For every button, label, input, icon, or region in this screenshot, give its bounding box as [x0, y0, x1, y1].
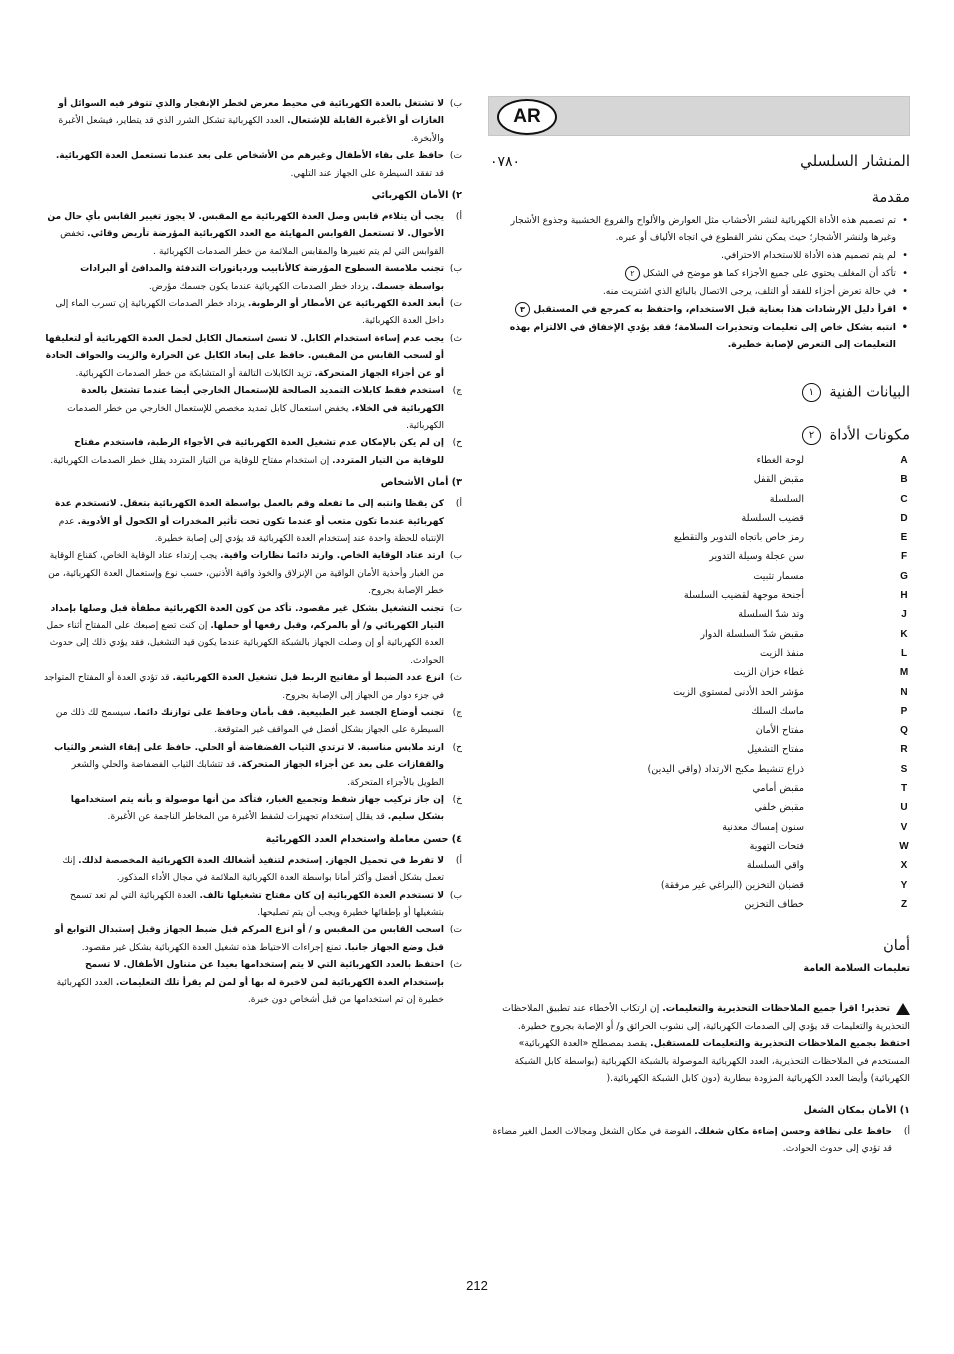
component-item [488, 490, 910, 509]
component-item [488, 528, 910, 547]
component-item [488, 721, 910, 740]
intro-bullet [488, 319, 910, 353]
component-letter: Y [900, 879, 908, 891]
component-item [488, 644, 910, 663]
component-item [488, 740, 910, 759]
item-text: تمنع إجراءات الاحتياط هذه تشغيل العدة الكهربائية بشكل غير مقصود. [81, 942, 342, 953]
language-badge: AR [497, 99, 557, 135]
item-marker: ب) [449, 890, 462, 901]
component-label: لوحة الغطاء [756, 455, 804, 466]
item-marker: ت) [449, 603, 462, 614]
item-marker: أ) [455, 212, 462, 223]
component-letter: W [899, 840, 909, 852]
component-letter: P [900, 705, 908, 717]
component-letter: F [900, 551, 908, 563]
figure-ref: ٢ [802, 426, 821, 445]
safety-item [44, 670, 462, 705]
item-text: قد تتشابك الثياب الفضفاضة والحلي والشعر الطويل بالأجزاء المتحركة. [71, 760, 444, 788]
component-letter: T [900, 783, 908, 795]
intro-bullet [488, 212, 910, 246]
item-bold: تجنب التشغيل بشكل غير مقصود. تأكد من كون العدة الكهربائية مطفأة قبل وصلها بإمداد التيار الكهربائي و/ أو بالمركم، وقبل رفعها أو حملها. [50, 603, 444, 631]
safety-item [44, 957, 462, 1009]
component-label: مسمار تثبيت [753, 570, 804, 582]
component-letter: S [900, 763, 908, 775]
intro-bullet-text: تم تصميم هذه الأداة الكهربائية لنشر الأخشاب مثل العوارض والألواح والفروع الخشبية وجذوع الأشجار وغيرها ولنشر الأشجار؛ حيث يمكن نشر القطوع في اتجاه الألياف أو عبره. [510, 215, 896, 243]
component-item [488, 586, 910, 605]
item-bold: انزع عدد الضبط أو مفاتيح الربط قبل تشغيل العدة الكهربائية. [172, 673, 444, 684]
component-item [488, 798, 910, 817]
intro-heading: مقدمة [871, 190, 910, 206]
component-item [488, 683, 910, 702]
safety-item [44, 148, 462, 183]
intro-bullet-text: انتبه بشكل خاص إلى تعليمات وتحذيرات السلامة؛ فقد يؤدي الإخفاق في الالتزام بهذه التعليمات إلى التعرض لإصابة خطيرة. [509, 322, 896, 350]
title-row [488, 150, 910, 178]
warning-text: إن ارتكاب الأخطاء عند تطبيق الملاحظات التحذيرية والتعليمات قد يؤدي إلى الصدمات الكهربائية، إلى نشوب الحرائق و/ أو الإصابة بجروح خطيرة. [502, 1003, 910, 1032]
component-letter: V [900, 821, 908, 833]
figure-ref: ٣ [515, 302, 530, 317]
safety-item [44, 888, 462, 923]
safety-item [44, 209, 462, 261]
section-heading: ٤) حسن معاملة واستخدام العدد الكهربائية [265, 833, 462, 845]
component-label: واقي السلسلة [746, 860, 804, 872]
item-marker: ث) [449, 960, 462, 971]
component-label: منفذ الزيت [760, 647, 804, 659]
safety-item [44, 296, 462, 331]
safety-item [44, 383, 462, 435]
item-text: تخفض القوابس التي لم يتم تغييرها والمقابس الملائمة من خطر الصدمات الكهربائية . [60, 229, 444, 257]
item-text: العدد الكهربائية تشكل الشرر الذي قد يتطاير، فيشعل الأغبرة والأبخرة. [58, 116, 444, 144]
component-letter: M [899, 667, 909, 679]
work-area-list [488, 1124, 910, 1159]
component-item [488, 451, 910, 470]
component-letter: G [900, 570, 908, 582]
component-letter: D [900, 512, 908, 524]
item-text: العدد الكهربائية خطيرة إن تم استخدامها من قبل أشخاص دون خبرة. [56, 977, 444, 1006]
item-bold: حافظ على بقاء الأطفال وغيرهم من الأشخاص على بعد عندما تستعمل العدة الكهربائية. [55, 151, 444, 162]
item-marker: ج) [452, 708, 462, 718]
component-letter: E [900, 532, 908, 544]
item-marker: ح) [452, 438, 462, 449]
component-label: مقبض أمامي [752, 783, 804, 795]
warning-triangle-icon [896, 1003, 910, 1015]
component-item [488, 567, 910, 586]
component-item [488, 856, 910, 875]
component-letter: B [900, 474, 908, 486]
safety-item [44, 331, 462, 383]
item-text: يزداد خطر الصدمات الكهربائية عندما يكون جسمك مؤرض. [148, 281, 369, 292]
component-letter: H [900, 590, 908, 602]
item-marker: ب) [449, 264, 462, 275]
item-marker: ج) [452, 386, 462, 397]
item-text: إن كنت تضع إصبعك على المفتاح أثناء حمل العدة الكهربائية أو إن وصلت الجهاز بالشبكة الكهربائية عندما يكون قيد التشغيل، فقد يؤدي ذلك إلى حدوث الحوادث. [46, 620, 444, 666]
component-item [488, 547, 910, 566]
component-letter: A [900, 455, 908, 466]
item-bold: إن جاز تركيب جهاز شفط وتجميع الغبار، فتأكد من أنها موصولة و بأنه يتم استخدامها بشكل سليم. [70, 795, 444, 823]
component-label: غطاء خزان الزيت [733, 667, 804, 679]
warning-bold-2: احتفظ بجميع الملاحظات التحذيرية والتعليمات للمستقبل. [650, 1038, 910, 1050]
safety-item [44, 496, 462, 548]
component-label: قضيب السلسلة [741, 512, 804, 524]
safety-item [44, 740, 462, 792]
component-item [488, 837, 910, 856]
safety-list [44, 496, 462, 827]
item-text: يخفض استعمال كابل تمديد مخصص للإستعمال الخارجي من خطر الصدمات الكهربائية. [67, 403, 444, 431]
component-label: سن عجلة وسيلة التدوير [709, 551, 804, 563]
work-area-heading: ١) الأمان بمكان الشغل [803, 1104, 910, 1116]
intro-bullet [488, 283, 910, 300]
item-bold: لا تفرط في تحميل الجهاز. إستخدم لتنفيذ أشغالك العدة الكهربائية المخصصة لذلك. [78, 855, 444, 866]
component-label: سنون إمساك معدنية [722, 821, 804, 833]
component-letter: Z [900, 898, 908, 910]
component-letter: K [900, 628, 908, 640]
safety-item [44, 261, 462, 296]
component-label: مفتاح التشغيل [747, 744, 804, 756]
item-text: قد تؤدي العدة أو المفتاح المتواجد في جزء دوار من الجهاز إلى الإصابة بجروح. [44, 673, 444, 701]
item-bold: تجنب أوضاع الجسد غير الطبيعية. قف بأمان وحافظ على توازنك دائما. [133, 708, 444, 718]
item-bold: حافظ على نظافة وحسن إضاءة مكان شغلك. [694, 1126, 892, 1137]
item-bold: كن يقظا وانتبه إلى ما تفعله وقم بالعمل بواسطة العدة الكهربائية بتعقل. لاتستخدم عدة كهربائية عندما تكون متعب أو عندما تكون تحت تأثير المخدرات أو الكحول أو الأدوية. [54, 499, 444, 527]
item-bold: ارتد عتاد الوقاية الخاص. وارتد دائما نظارات واقية. [220, 551, 444, 562]
item-marker: ح) [452, 742, 462, 753]
component-item [488, 760, 910, 779]
item-bold: استخدم فقط كابلات التمديد الصالحة للإستعمال الخارجي أيضا عندما تشتغل بالعدة الكهربائية في الخلاء. [81, 386, 444, 414]
component-label: خطاف التخزين [744, 898, 804, 910]
safety-list [44, 853, 462, 1010]
item-marker: ث) [449, 333, 462, 344]
item-marker: خ) [452, 795, 462, 806]
item-text: الفوضة في مكان الشغل ومجالات العمل الغير مضاءة قد تؤدي إلى حدوث الحوادث. [492, 1126, 892, 1155]
component-label: مقبض القفل [753, 474, 804, 486]
item-marker: ت) [449, 151, 462, 162]
item-bold: لا تشتغل بالعدة الكهربائية في محيط معرض لخطر الإنفجار والذي تتوفر فيه السوائل أو الغازات أو الأغبرة القابلة للإشتعال. [58, 99, 444, 127]
item-marker: أ) [903, 1126, 910, 1137]
component-letter: Q [900, 725, 908, 737]
intro-bullet-text: اقرأ دليل الإرشادات هذا بعناية قبل الاستخدام، واحتفظ به كمرجع في المستقبل [533, 304, 896, 315]
component-item [488, 663, 910, 682]
item-text: عدم الإنتباه للحظة واحدة عند إستخدام العدة الكهربائية قد يؤدي إلى إصابة خطيرة. [58, 516, 444, 544]
intro-bullet [488, 301, 910, 318]
component-item [488, 779, 910, 798]
component-label: مقبض خلفي [754, 802, 804, 814]
intro-bullet-text: تأكد أن المغلف يحتوي على جميع الأجزاء كما هو موضح في الشكل [642, 268, 896, 279]
item-bold: احتفظ بالعدد الكهربائية التي لا يتم إستخدامها بعيدا عن متناول الأطفال. لا تسمح بإستخدام العدة الكهربائية لمن لاخبرة له بها أو لمن لم يقرأ تلك التعليمات. [84, 960, 444, 988]
safety-item [44, 96, 462, 148]
tech-heading-text: البيانات الفنية [829, 384, 910, 401]
page-number: 212 [466, 1278, 488, 1293]
left-column [44, 96, 462, 1010]
component-label: فتحات التهوية [749, 840, 804, 852]
item-marker: ث) [449, 673, 462, 684]
component-label: أجنحة موجهة لقضيب السلسلة [683, 590, 804, 602]
item-text: العدة الكهربائية التي لم تعد تسمح بتشغيلها أو بإطفائها خطيرة ويجب أن يتم تصليحها. [69, 890, 444, 919]
component-label: قضبان التخزين (البراغي غير مرفقة) [660, 879, 804, 891]
component-label: وتد شدّ السلسلة [738, 609, 804, 621]
section-heading: ٢) الأمان الكهربائي [371, 190, 462, 202]
tech-heading [488, 383, 910, 402]
intro-bullet-text: لم يتم تصميم هذه الأداة للاستخدام الاحترافي. [721, 250, 896, 261]
intro-bullet [488, 265, 910, 282]
component-item [488, 470, 910, 489]
right-column [488, 96, 910, 1158]
intro-bullet [488, 247, 910, 264]
component-label: ذراع تنشيط مكبح الارتداد (واقي اليدين) [647, 763, 804, 775]
components-heading-text: مكونات الأداة [829, 427, 910, 444]
components-heading [488, 426, 910, 445]
item-marker: ب) [449, 551, 462, 562]
component-label: مقبض شدّ السلسلة الدوار [700, 628, 804, 640]
safety-item [44, 922, 462, 957]
warning-bold: تحذير! اقرأ جميع الملاحظات التحذيرية والتعليمات. [662, 1003, 891, 1015]
component-label: مؤشر الحد الأدنى لمستوى الزيت [673, 686, 804, 698]
figure-ref: ١ [802, 383, 821, 402]
item-text: تزيد الكابلات التالفة أو المتشابكة من خطر الصدمات الكهربائية. [75, 368, 312, 379]
item-bold: أبعد العدة الكهربائية عن الأمطار أو الرطوبة. [247, 299, 444, 310]
item-bold: ارتد ملابس مناسبة. لا ترتدي الثياب الفضفاضة أو الحلي. حافظ على إبقاء الشعر والثياب والقفازات على بعد عن أجزاء الجهاز المتحركة. [54, 742, 444, 771]
component-label: مفتاح الأمان [755, 725, 804, 737]
component-letter: J [901, 609, 907, 621]
component-item [488, 876, 910, 895]
item-bold: يجب أن يتلاءم قابس وصل العدة الكهربائية مع المقبس. لا يجوز تغيير القابس بأي حال من الأحوال. لا تستعمل القوابس المهايئة مع العدد الكهربائية المؤرضة تأريض وقائي. [47, 212, 444, 240]
component-letter: X [900, 860, 908, 872]
item-bold: إن لم يكن بالإمكان عدم تشغيل العدة الكهربائية في الأجواء الرطبة، فاستخدم مفتاح للوقاية من التيار المتردد. [74, 438, 444, 466]
safety-item [44, 853, 462, 888]
component-label: رمز خاص باتجاه التدوير والتقطيع [673, 532, 804, 544]
safety-item [44, 548, 462, 600]
safety-item [44, 601, 462, 671]
component-item [488, 702, 910, 721]
safety-list [44, 209, 462, 470]
component-item [488, 605, 910, 624]
language-bar [488, 96, 910, 136]
item-text: إن استخدام مفتاح للوقاية من التيار المتردد يقلل خطر الصدمات الكهربائية. [50, 455, 330, 466]
item-bold: لا تستخدم العدة الكهربائية إن كان مفتاح تشغيلها تالف. [199, 890, 444, 901]
section-heading: ٣) أمان الأشخاص [380, 477, 462, 489]
safety-subheading: تعليمات السلامة العامة [803, 963, 910, 975]
warning-paragraph [488, 1000, 910, 1088]
item-bold: اسحب القابس من المقبس و / أو انزع المركم قبل ضبط الجهاز وقبل إستبدال التوابع أو قبل وضع الجهاز جانبا. [54, 925, 444, 953]
safety-list [44, 96, 462, 183]
item-marker: ب) [449, 99, 462, 109]
component-item [488, 625, 910, 644]
component-letter: U [900, 802, 908, 814]
item-marker: ت) [449, 925, 462, 936]
figure-ref: ٢ [625, 266, 640, 281]
component-letter: L [900, 647, 908, 659]
component-item [488, 818, 910, 837]
intro-bullet-text: في حالة تعرض أجزاء للفقد أو التلف، يرجى الاتصال بالبائع الذي اشتريت منه. [602, 286, 896, 297]
component-item [488, 895, 910, 914]
item-text: سيسمح لك ذلك من السيطرة على الجهاز بشكل أفضل في المواقف غير المتوقعة. [55, 708, 444, 736]
document-title: المنشار السلسلي [800, 152, 910, 170]
item-text: إنك تعمل بشكل أفضل وأكثر أمانا بواسطة العدة الكهربائية الملائمة في مجال الأداء المذكور. [62, 855, 444, 884]
intro-bullets [488, 212, 910, 353]
item-text: يجب إرتداء عتاد الوقاية الخاص، كقناع الوقاية من الغبار وأحذية الأمان الواقية من الإنزلاق والخوذ واقية الأذنين، حسب نوع وإستعمال العدة الكهربائية، من خطر الإصابة بجروح. [48, 551, 444, 597]
component-letter: R [900, 744, 908, 756]
item-marker: ت) [449, 299, 462, 310]
item-bold: تجنب ملامسة السطوح المؤرضة كالأنابيب وردياتورات التدفئة والمدافئ أو البرادات بواسطة جسمك. [80, 264, 444, 292]
safety-item [44, 705, 462, 740]
safety-item [44, 435, 462, 470]
component-label: السلسلة [769, 493, 804, 505]
item-text: يزداد خطر الصدمات الكهربائية إن تسرب الماء إلى داخل العدة الكهربائية. [55, 299, 444, 327]
safety-heading: أمان [883, 938, 910, 955]
item-marker: أ) [455, 499, 462, 510]
components-list [488, 451, 910, 914]
warning-text-2: يقصد بمصطلح «العدة الكهربائية» المستخدم في الملاحظات التحذيرية، العدد الكهربائية الموصولة بالشبكة الكهربائية (بواسطة كابل الشبكة الكهربائية) وأيضا العدد الكهربائية المزودة ببطارية (دون كابل الشبكة الكهربائية.( [514, 1038, 910, 1085]
work-area-item [488, 1124, 910, 1159]
component-letter: N [900, 686, 908, 698]
safety-item [44, 792, 462, 827]
item-text: قد تفقد السيطرة على الجهاز عند التلهي. [290, 168, 444, 179]
component-label: ماسك السلك [751, 705, 804, 717]
model-number: ٠٧٨٠ [490, 154, 521, 170]
item-marker: أ) [455, 855, 462, 866]
item-bold: يجب عدم إساءة استخدام الكابل. لا تسئ استعمال الكابل لحمل العدة الكهربائية أو لتعليقها أو لسحب القابس من المقبس. حافظ على إبعاد الكابل عن الحرارة والزيت والحواف الحادة أو عن أجزاء الجهاز المتحركة. [45, 333, 444, 379]
component-item [488, 509, 910, 528]
item-text: قد يقلل إستخدام تجهيزات لشفط الأغبرة من المخاطر الناجمة عن الأغبرة. [107, 812, 385, 823]
component-letter: C [900, 493, 908, 505]
